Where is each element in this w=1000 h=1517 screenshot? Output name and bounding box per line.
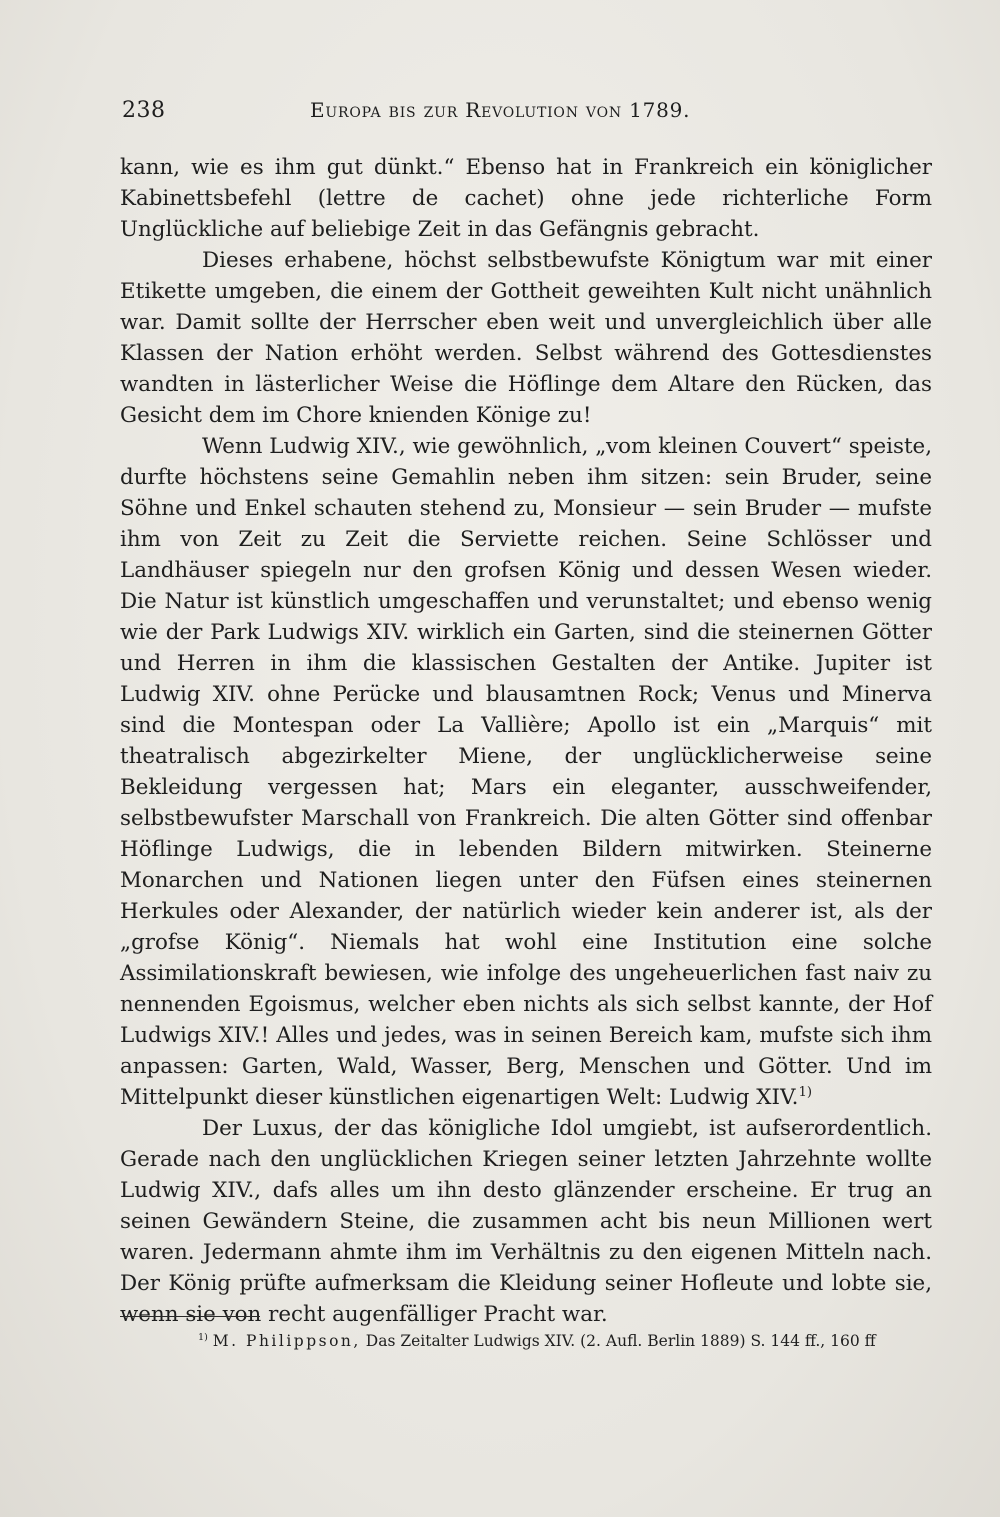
page-header	[122, 98, 762, 132]
body-text	[120, 152, 932, 1330]
paragraph-3	[120, 431, 932, 1113]
footnote-reference: 1)	[798, 1084, 813, 1100]
footnote-divider	[120, 1316, 260, 1317]
paragraph-1: kann, wie es ihm gut dünkt.“ Ebenso hat in Frankreich ein königlicher Kabinettsbefehl (lettre de cachet) ohne jede richterliche Form Unglückliche auf beliebige Zeit in das Gefängnis gebracht.	[120, 155, 932, 242]
running-head: Europa bis zur Revolution von 1789.	[310, 98, 691, 122]
footnote	[198, 1330, 928, 1352]
paragraph-2: Dieses erhabene, höchst selbstbewufste Königtum war mit einer Etikette umgeben, die einem der Gottheit geweihten Kult nicht unähnlich war. Damit sollte der Herrscher eben weit und unvergleichlich über alle Klassen der Nation erhöht werden. Selbst während des Gottesdienstes wandten in lästerlicher Weise die Höflinge dem Altare den Rücken, das Gesicht dem im Chore knienden Könige zu!	[120, 248, 932, 428]
paragraph-3-text: Wenn Ludwig XIV., wie gewöhnlich, „vom kleinen Couvert“ speiste, durfte höchstens seine Gemahlin neben ihm sitzen: sein Bruder, seine Söhne und Enkel schauten stehend zu, Monsieur — sein Bruder — mufste ihm von Zeit zu Zeit die Serviette reichen. Seine Schlösser und Landhäuser spiegeln nur den grofsen König und dessen Wesen wieder. Die Natur ist künstlich umgeschaffen und verunstaltet; und ebenso wenig wie der Park Ludwigs XIV. wirklich ein Garten, sind die steinernen Götter und Herren in ihm die klassischen Gestalten der Antike. Jupiter ist Ludwig XIV. ohne Perücke und blausamtnen Rock; Venus und Minerva sind die Montespan oder La Vallière; Apollo ist ein „Marquis“ mit theatralisch abgezirkelter Miene, der unglücklicherweise seine Bekleidung vergessen hat; Mars ein eleganter, ausschweifender, selbstbewufster Marschall von Frankreich. Die alten Götter sind offenbar Höflinge Ludwigs, die in lebenden Bildern mitwirken. Steinerne Monarchen und Nationen liegen unter den Füfsen eines steinernen Herkules oder Alexander, der natürlich wieder kein anderer ist, als der „grofse König“. Niemals hat wohl eine Institution eine solche Assimilationskraft bewiesen, wie infolge des ungeheuerlichen fast naiv zu nennenden Egoismus, welcher eben nichts als sich selbst kannte, der Hof Ludwigs XIV.! Alles und jedes, was in seinen Bereich kam, mufste sich ihm anpassen: Garten, Wald, Wasser, Berg, Menschen und Götter. Und im Mittelpunkt dieser künstlichen eigenartigen Welt: Ludwig XIV.	[120, 434, 932, 1110]
page-number: 238	[122, 98, 166, 123]
footnote-text: Das Zeitalter Ludwigs XIV. (2. Aufl. Berlin 1889) S. 144 ff., 160 ff	[365, 1332, 876, 1350]
footnote-author: M. Philippson,	[212, 1332, 361, 1350]
paragraph-4: Der Luxus, der das königliche Idol umgiebt, ist aufserordentlich. Gerade nach den unglücklichen Kriegen seiner letzten Jahrzehnte wollte Ludwig XIV., dafs alles um ihn desto glänzender erscheine. Er trug an seinen Gewändern Steine, die zusammen acht bis neun Millionen wert waren. Jedermann ahmte ihm im Verhältnis zu den eigenen Mitteln nach. Der König prüfte aufmerksam die Kleidung seiner Hofleute und lobte sie, wenn sie von recht augenfälliger Pracht war.	[120, 1116, 932, 1327]
footnote-marker: 1)	[198, 1331, 208, 1343]
